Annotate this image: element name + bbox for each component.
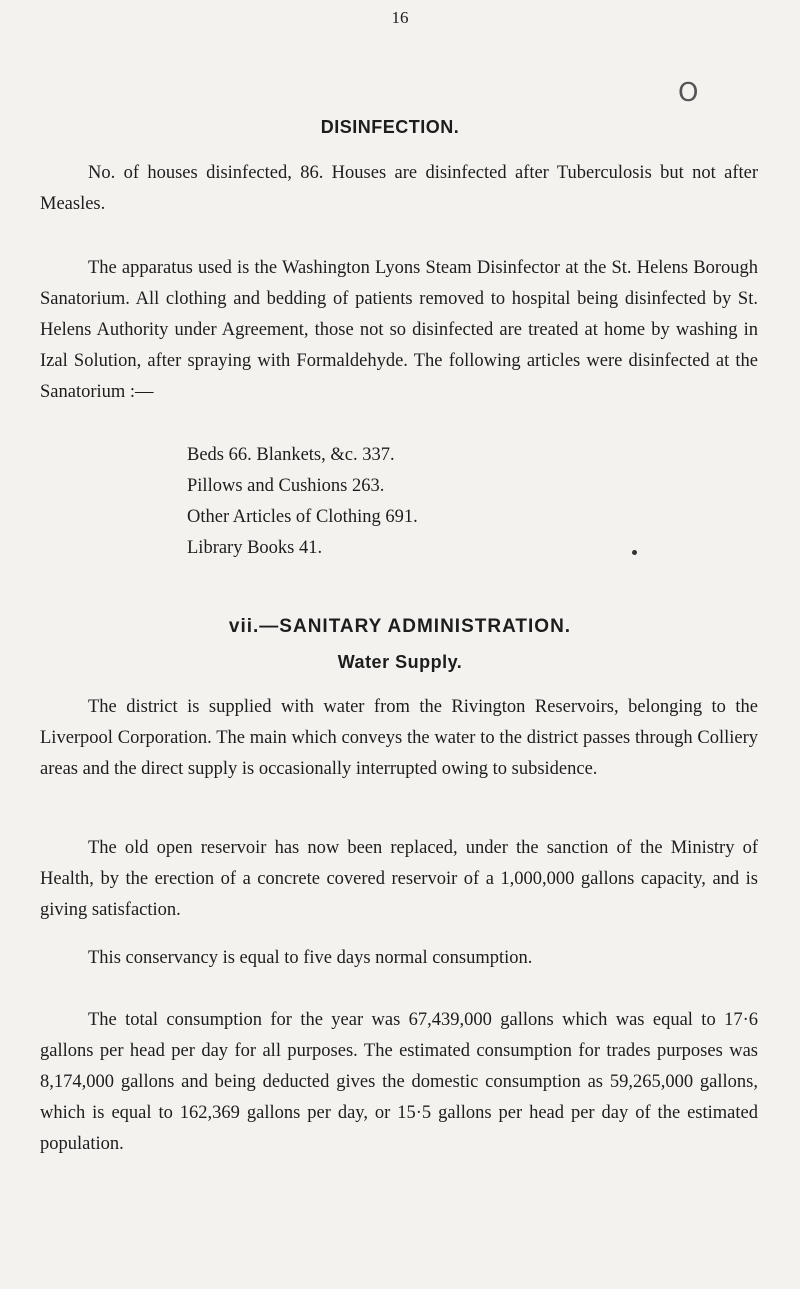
water-paragraph-4-text: The total consumption for the year was 67,439,000 gallons which was equal to 17·6 gallons per head per day for all purposes. The estimated consumption for trades purposes was 8,174,000 gallons and being deducted gives the domestic consumption as 59,265,000 gallons, which is equal to 162,369 gallons per day, or 15·5 gallons per head per day of the estimated population. [40,1010,758,1154]
corner-mark: O [678,78,699,108]
stray-dot-mark [632,550,637,555]
list-item: Beds 66. Blankets, &c. 337. [187,445,395,465]
disinfection-paragraph-1-text: No. of houses disinfected, 86. Houses are disinfected after Tuberculosis but not after Measles. [40,163,758,214]
water-paragraph-2-text: The old open reservoir has now been replaced, under the sanction of the Ministry of Health, by the erection of a concrete covered reservoir of a 1,000,000 gallons capacity, and is giving satisfaction. [40,838,758,920]
disinfection-heading: DISINFECTION. [320,117,460,137]
disinfected-articles-list [187,440,687,564]
water-paragraph-1-text: The district is supplied with water from the Rivington Reservoirs, belonging to the Liverpool Corporation. The main which conveys the water to the district passes through Colliery areas and the direct supply is occasionally interrupted owing to subsidence. [40,697,758,779]
water-paragraph-1 [40,692,758,785]
disinfection-paragraph-2 [40,253,758,408]
page-number: 16 [391,8,409,27]
water-supply-subheading: Water Supply. [337,652,463,672]
sanitary-administration-heading: vii.—SANITARY ADMINISTRATION. [228,616,572,637]
water-paragraph-3-text: This conservancy is equal to five days normal consumption. [88,948,533,968]
water-paragraph-3 [40,943,758,974]
water-paragraph-4 [40,1005,758,1160]
water-paragraph-2 [40,833,758,926]
list-item: Pillows and Cushions 263. [187,476,385,496]
disinfection-paragraph-2-text: The apparatus used is the Washington Lyons Steam Disinfector at the St. Helens Borough Sanatorium. All clothing and bedding of patients removed to hospital being disinfected by St. Helens Authority under Agreement, those not so disinfected are treated at home by washing in Izal Solution, after spraying with Formaldehyde. The following articles were disinfected at the Sanatorium :— [40,258,758,402]
list-item: Library Books 41. [187,538,323,558]
list-item: Other Articles of Clothing 691. [187,507,418,527]
disinfection-paragraph-1 [40,158,758,220]
